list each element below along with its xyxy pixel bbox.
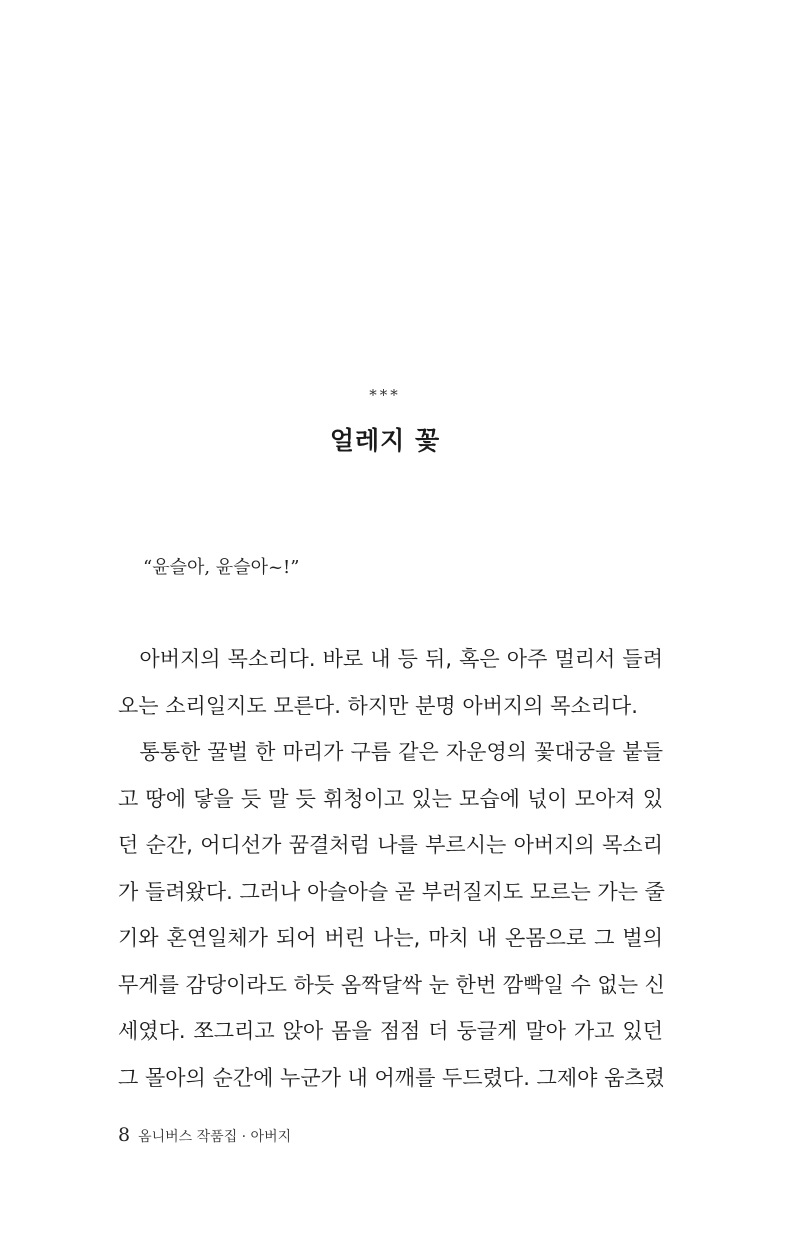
page-number: 8	[118, 1124, 131, 1146]
text-line: 그 몰아의 순간에 누군가 내 어깨를 두드렸다. 그제야 움츠렸	[118, 1065, 665, 1090]
opening-dialogue: “윤슬아, 윤슬아~!”	[143, 557, 300, 578]
chapter-title: 얼레지 꽃	[329, 426, 441, 455]
text-line: 던 순간, 어디선가 꿈결처럼 나를 부르시는 아버지의 목소리	[118, 833, 663, 857]
text-line: 가 들려왔다. 그러나 아슬아슬 곧 부러질지도 모르는 가는 줄	[118, 879, 665, 904]
body-text	[118, 636, 663, 1101]
text-line: 아버지의 목소리다. 바로 내 등 뒤, 혹은 아주 멀리서 들려	[118, 647, 663, 671]
text-line: 세였다. 쪼그리고 앉아 몸을 점점 더 둥글게 말아 가고 있던	[118, 1019, 663, 1043]
page-footer	[118, 1124, 291, 1146]
text-line: 무게를 감당이라도 하듯 옴짝달싹 눈 한번 깜빡일 수 없는 신	[118, 972, 665, 997]
text-line: 통통한 꿀벌 한 마리가 구름 같은 자운영의 꽃대궁을 붙들	[118, 740, 663, 764]
text-line: 고 땅에 닿을 듯 말 듯 휘청이고 있는 모습에 넋이 모아져 있	[118, 786, 663, 811]
text-line: 기와 혼연일체가 되어 버린 나는, 마치 내 온몸으로 그 벌의	[118, 926, 663, 950]
section-ornament: ***	[369, 386, 401, 404]
text-line: 오는 소리일지도 모른다. 하지만 분명 아버지의 목소리다.	[118, 693, 638, 718]
running-title: 옴니버스 작품집 · 아버지	[138, 1129, 292, 1145]
